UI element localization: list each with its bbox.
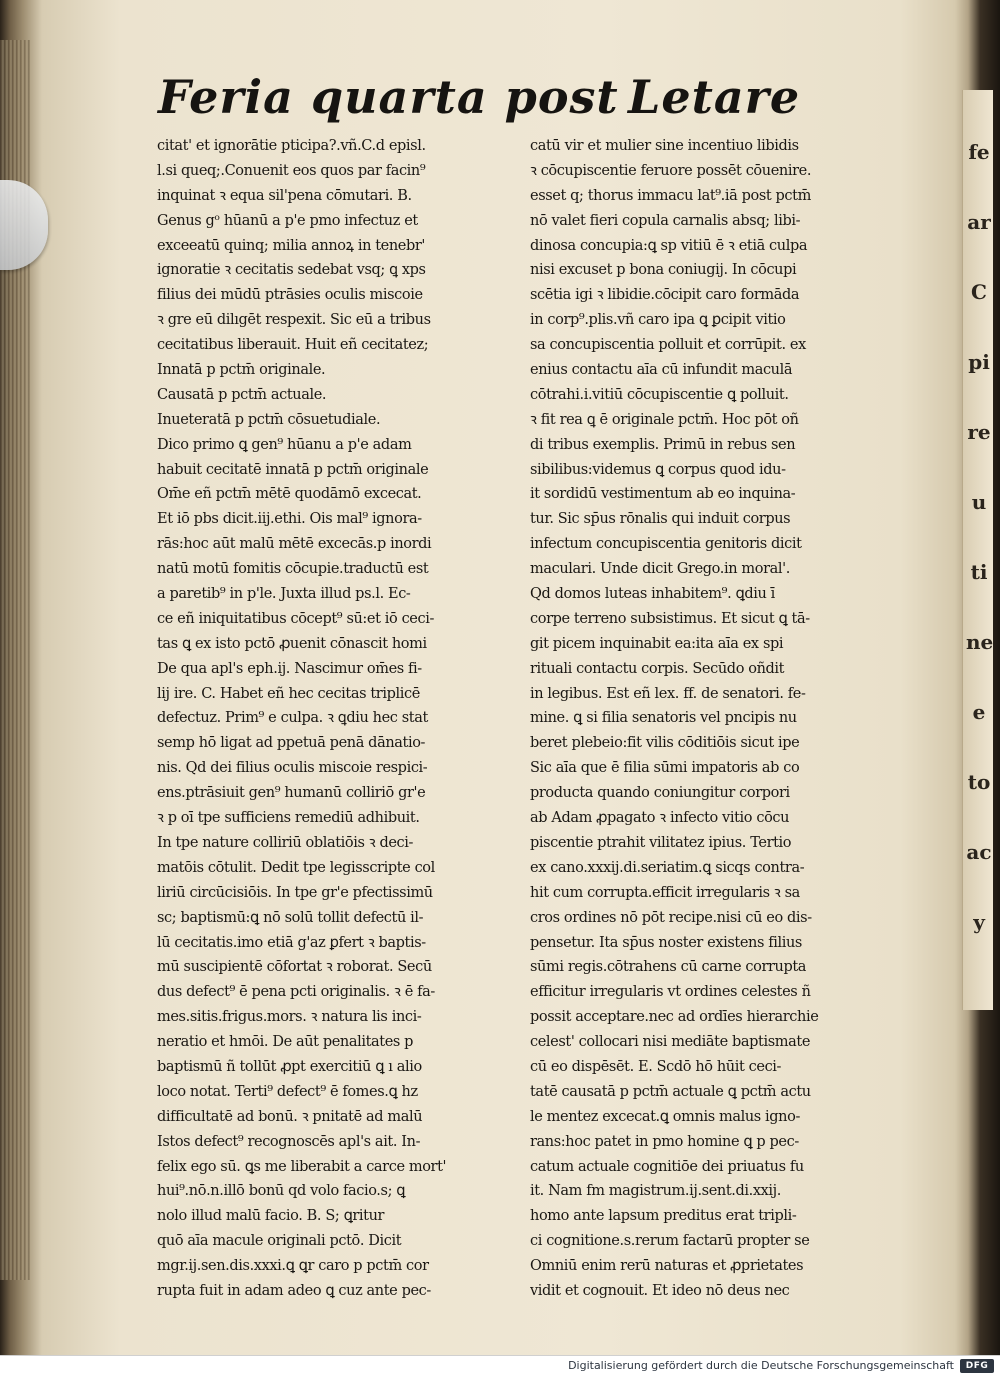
- text-line: producta quando coniungitur corpori: [530, 784, 790, 802]
- text-line: enius contactu aīa cū infundit maculā: [530, 361, 793, 379]
- right-text-column: [530, 134, 864, 1304]
- text-line: mine. ꝗ si filia senatoris vel pncipis nu: [530, 709, 797, 727]
- margin-mark: ac: [966, 840, 992, 864]
- text-line: hit cum corrupta.efficit irregularis ꝛ sa: [530, 883, 800, 901]
- text-line: nis. Qd dei filius oculis miscoie respici-: [157, 759, 428, 777]
- text-line: sc; baptismū:ꝗ nō solū tollit defectū il-: [157, 908, 424, 926]
- text-line: semp hō ligat ad ppetuā penā dānatio-: [157, 734, 426, 752]
- text-line: vidit et cognouit. Et ideo nō deus nec: [530, 1281, 790, 1299]
- text-line: cecitatibus liberauit. Huit eñ cecitatez;: [157, 336, 429, 354]
- text-line: celest' collocari nisi mediāte baptismate: [530, 1033, 811, 1051]
- margin-mark: e: [972, 700, 986, 724]
- text-line: scētia igi ꝛ libidie.cōcipit caro formāda: [530, 286, 800, 304]
- text-line: quō aīa macule originali pctō. Dicit: [157, 1232, 402, 1250]
- text-line: ꝛ fit rea ꝗ ē originale pctm̄. Hoc pōt oñ: [530, 410, 799, 428]
- margin-mark: fe: [968, 140, 990, 164]
- text-line: catum actuale cognitiōe dei priuatus fu: [530, 1157, 804, 1175]
- text-line: beret plebeio:fit vilis cōditiōis sicut ipe: [530, 734, 800, 752]
- text-line: sa concupiscentia polluit et corrūpit. ex: [530, 336, 806, 354]
- text-line: ab Adam ꝓpagato ꝛ infecto vitio cōcu: [530, 809, 790, 827]
- text-line: ꝛ p oī tpe sufficiens remediū adhibuit.: [157, 809, 420, 827]
- text-line: cōtrahi.i.vitiū cōcupiscentie ꝗ polluit.: [530, 385, 789, 403]
- text-line: l.si queq;.Conuenit eos quos par facin⁹: [157, 161, 426, 179]
- text-line: difficultatē ad bonū. ꝛ pnitatē ad malū: [157, 1107, 423, 1125]
- text-line: git picem inquinabit ea:ita aīa ex spi: [530, 634, 784, 652]
- text-line: Causatā p pctm̄ actuale.: [157, 385, 327, 403]
- text-line: catū vir et mulier sine incentiuo libidis: [530, 137, 799, 154]
- dfg-logo: DFG: [960, 1359, 994, 1373]
- text-line: nolo illud malū facio. B. S; ꝗritur: [157, 1207, 385, 1225]
- text-line: inquinat ꝛ equa sil'pena cōmutari. B.: [157, 186, 412, 204]
- text-line: mū suscipientē cōfortat ꝛ roborat. Secū: [157, 958, 432, 976]
- text-line: citat' et ignorātie pticipa?.vñ.C.d episl.: [157, 137, 426, 154]
- text-line: liriū circūcisiōis. In tpe gr'e pfectissimū: [157, 883, 433, 901]
- text-line: infectum concupiscentia genitoris dicit: [530, 535, 802, 553]
- text-line: hui⁹.nō.n.illō bonū qd volo facio.s; ꝗ: [157, 1182, 406, 1200]
- text-line: Istos defect⁹ recognoscēs apl's ait. In-: [157, 1132, 421, 1150]
- text-line: ex cano.xxxij.di.seriatim.ꝗ sicqs contra-: [530, 858, 805, 876]
- text-line: matōis cōtulit. Dedit tpe legisscripte col: [157, 858, 435, 876]
- text-line: di tribus exemplis. Primū in rebus sen: [530, 435, 796, 453]
- text-line: in corp⁹.plis.vñ caro ipa ꝗ ꝑcipit vitio: [530, 311, 786, 329]
- text-line: Omniū enim rerū naturas et ꝓprietates: [530, 1257, 804, 1275]
- text-line: baptismū ñ tollūt ꝓpt exercitiū ꝗ ı alio: [157, 1057, 422, 1075]
- text-line: tatē causatā p pctm̄ actuale ꝗ pctm̄ actu: [530, 1082, 811, 1100]
- margin-mark: y: [973, 910, 985, 934]
- text-line: exceeatū quinq; milia annoꝝ in tenebr': [157, 236, 426, 254]
- text-line: in legibus. Est eñ lex. ff. de senatori. fe-: [530, 684, 806, 702]
- text-line: lij ire. C. Habet eñ hec cecitas triplicē: [157, 684, 420, 702]
- text-line: mes.sitis.frigus.mors. ꝛ natura lis inci-: [157, 1008, 422, 1026]
- text-line: ꝛ cōcupiscentie feruore possēt cōuenire.: [530, 161, 812, 179]
- margin-mark: C: [971, 280, 987, 304]
- margin-mark: re: [967, 420, 991, 444]
- text-line: lū cecitatis.imo etiā g'az ꝑfert ꝛ baptis-: [157, 933, 426, 951]
- text-line: De qua apl's eph.ij. Nascimur om̄es fi-: [157, 659, 422, 677]
- text-line: natū motū fomitis cōcupie.traductū est: [157, 560, 429, 578]
- footer-bar: [0, 1355, 1000, 1376]
- text-line: ce eñ iniquitatibus cōcept⁹ sū:et iō ceci-: [157, 609, 434, 627]
- running-header-right: Letare: [628, 70, 801, 124]
- text-line: ens.ptrāsiuit gen⁹ humanū colliriō gr'e: [157, 784, 426, 802]
- text-line: tur. Sic sp̄us rōnalis qui induit corpus: [530, 510, 791, 528]
- text-line: Innatā p pctm̄ originale.: [157, 361, 326, 379]
- text-line: Genus gᵒ hūanū a p'e pmo infectuz et: [157, 211, 418, 229]
- text-line: a paretib⁹ in p'le. Juxta illud ps.l. Ec-: [157, 585, 411, 603]
- text-line: it. Nam fm magistrum.ij.sent.di.xxij.: [530, 1182, 782, 1200]
- text-line: dus defect⁹ ē pena pcti originalis. ꝛ ē fa-: [157, 983, 435, 1001]
- text-line: ci cognitione.s.rerum factarū propter se: [530, 1232, 810, 1250]
- margin-mark: ar: [967, 210, 991, 234]
- text-line: rituali contactu corpis. Secūdo oñdit: [530, 659, 785, 677]
- text-line: sibilibus:videmus ꝗ corpus quod idu-: [530, 460, 786, 478]
- text-line: dinosa concupia:ꝗ sp vitiū ē ꝛ etiā culpa: [530, 236, 808, 254]
- text-line: cros ordines nō pōt recipe.nisi cū eo dis-: [530, 908, 812, 926]
- text-line: tas ꝗ ex isto pctō ꝓuenit cōnascit homi: [157, 634, 427, 652]
- text-line: In tpe nature colliriū oblatiōis ꝛ deci-: [157, 833, 414, 851]
- text-line: pensetur. Ita sp̄us noster existens filius: [530, 933, 802, 951]
- text-line: filius dei mūdū ptrāsies oculis miscoie: [157, 286, 423, 304]
- margin-mark: u: [971, 490, 987, 514]
- left-text-column: [157, 134, 491, 1304]
- text-line: ꝛ gre eū dilıgēt respexit. Sic eū a tribus: [157, 311, 431, 329]
- margin-mark: ne: [966, 630, 994, 654]
- text-line: mgr.ij.sen.dis.xxxi.ꝗ ꝗr caro p pctm̄ cor: [157, 1257, 429, 1275]
- text-line: Sic aīa que ē filia sūmi impatoris ab co: [530, 759, 800, 777]
- text-line: esset q; thorus immacu lat⁹.iā post pctm̄: [530, 186, 811, 204]
- text-line: Dico primo ꝗ gen⁹ hūanu a p'e adam: [157, 435, 412, 453]
- text-line: Inueteratā p pctm̄ cōsuetudiale.: [157, 410, 381, 428]
- text-line: nisi excuset p bona coniugij. In cōcupi: [530, 261, 797, 279]
- text-line: felix ego sū. ꝗs me liberabit a carce mort': [157, 1157, 447, 1175]
- text-line: efficitur irregularis vt ordines celestes ñ: [530, 983, 811, 1001]
- text-line: maculari. Unde dicit Grego.in moral'.: [530, 560, 790, 578]
- text-line: nō valet fieri copula carnalis absq; libi-: [530, 211, 801, 229]
- text-line: sūmi regis.cōtrahens cū carne corrupta: [530, 958, 807, 976]
- text-line: cū eo dispēsēt. E. Scdō hō hūit ceci-: [530, 1057, 782, 1075]
- text-line: defectuz. Prim⁹ e culpa. ꝛ ꝗdiu hec stat: [157, 709, 428, 727]
- text-line: Et iō pbs dicit.iij.ethi. Ois mal⁹ ignora-: [157, 510, 422, 528]
- text-line: loco notat. Terti⁹ defect⁹ ē fomes.ꝗ hz: [157, 1082, 418, 1100]
- text-line: ignoratie ꝛ cecitatis sedebat vsq; ꝗ xps: [157, 261, 426, 279]
- text-line: piscentie ptrahit vilitatez ipius. Tertio: [530, 833, 792, 851]
- margin-mark: ti: [970, 560, 988, 584]
- margin-mark: pi: [968, 350, 990, 374]
- margin-mark: to: [967, 770, 991, 794]
- text-line: possit acceptare.nec ad ordīes hierarchie: [530, 1008, 819, 1026]
- text-line: it sordidū vestimentum ab eo inquina-: [530, 485, 796, 503]
- text-line: corpe terreno subsistimus. Et sicut ꝗ tā-: [530, 609, 810, 627]
- text-line: Om̄e eñ pctm̄ mētē quodāmō excecat.: [157, 485, 422, 503]
- text-line: rās:hoc aūt malū mētē excecās.p inordi: [157, 535, 432, 553]
- running-header-left: Feria quarta post: [158, 70, 619, 124]
- text-line: neratio et hmōi. De aūt penalitates p: [157, 1033, 414, 1051]
- text-line: rans:hoc patet in pmo homine ꝗ p pec-: [530, 1132, 799, 1150]
- text-line: Qd domos luteas inhabitem⁹. ꝗdiu ī: [530, 585, 775, 603]
- text-line: homo ante lapsum preditus erat tripli-: [530, 1207, 797, 1225]
- text-line: habuit cecitatē innatā p pctm̄ originale: [157, 460, 429, 478]
- text-line: le mentez excecat.ꝗ omnis malus igno-: [530, 1107, 800, 1125]
- text-line: rupta fuit in adam adeo ꝗ cuz ante pec-: [157, 1281, 431, 1299]
- footer-credit: Digitalisierung gefördert durch die Deutsche Forschungsgemeinschaft: [568, 1359, 954, 1372]
